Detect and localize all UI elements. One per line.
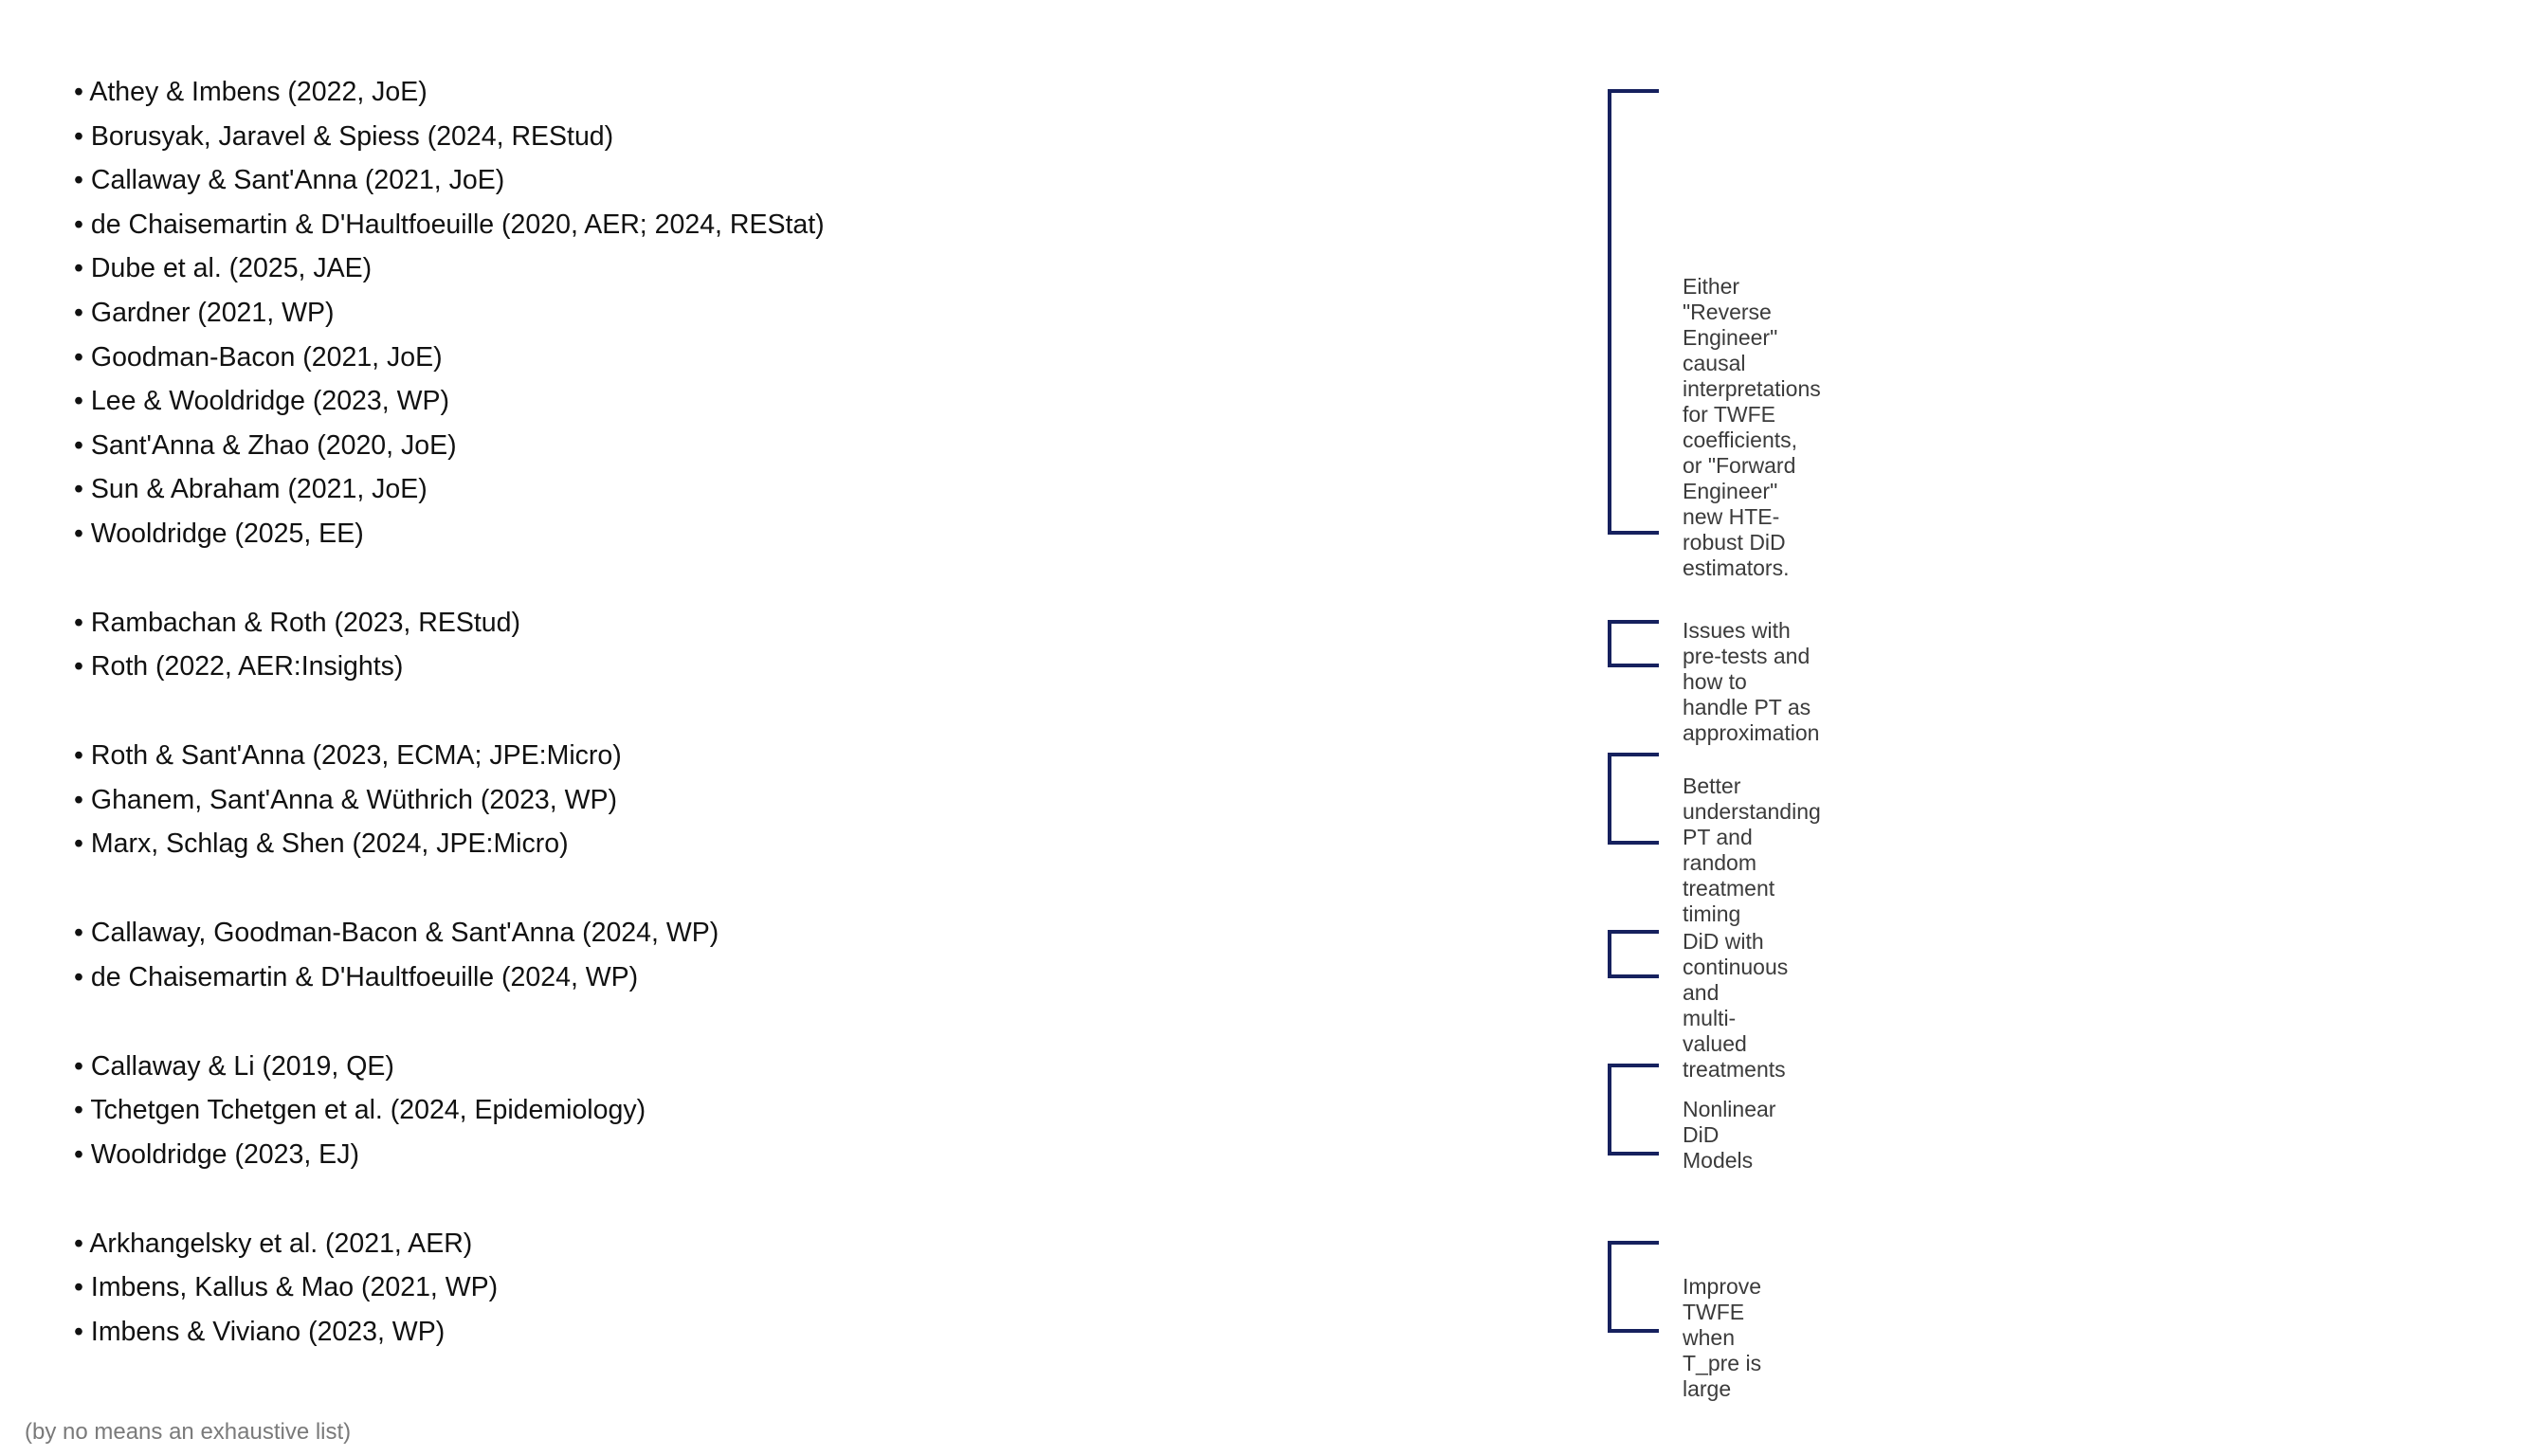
- group-bracket: [1608, 930, 1659, 978]
- reference-item: • Roth & Sant'Anna (2023, ECMA; JPE:Micro): [74, 740, 622, 772]
- group-bracket: [1608, 1064, 1659, 1156]
- reference-item: • de Chaisemartin & D'Haultfoeuille (2024, WP): [74, 961, 639, 992]
- reference-item: • Imbens, Kallus & Mao (2021, WP): [74, 1272, 499, 1303]
- group-annotation: Nonlinear DiD Models: [1683, 1096, 1776, 1173]
- reference-item: • Sun & Abraham (2021, JoE): [74, 474, 428, 505]
- footnote: (by no means an exhaustive list): [25, 1419, 352, 1445]
- group-bracket: [1608, 620, 1659, 668]
- reference-item: • Callaway & Li (2019, QE): [74, 1050, 394, 1082]
- reference-item: • Dube et al. (2025, JAE): [74, 253, 373, 284]
- reference-item: • Tchetgen Tchetgen et al. (2024, Epidemiology): [74, 1095, 646, 1126]
- group-bracket: [1608, 1241, 1659, 1333]
- group-annotation: Improve TWFE when T_pre is large: [1683, 1273, 1762, 1401]
- reference-item: • Imbens & Viviano (2023, WP): [74, 1316, 446, 1347]
- reference-item: • Borusyak, Jaravel & Spiess (2024, REStud): [74, 120, 614, 152]
- group-annotation: Either "Reverse Engineer" causal interpretations for TWFE coefficients, or "Forward Engineer" new HTE-robust DiD estimators.: [1683, 273, 1821, 580]
- reference-item: • Gardner (2021, WP): [74, 298, 335, 328]
- reference-item: • Sant'Anna & Zhao (2020, JoE): [74, 429, 457, 461]
- reference-item: • Callaway, Goodman-Bacon & Sant'Anna (2024, WP): [74, 918, 719, 949]
- group-annotation: Issues with pre-tests and how to handle PT as approximation: [1683, 618, 1820, 746]
- group-bracket: [1608, 753, 1659, 845]
- reference-item: • Roth (2022, AER:Insights): [74, 651, 404, 682]
- reference-item: • Lee & Wooldridge (2023, WP): [74, 386, 449, 417]
- reference-item: • Ghanem, Sant'Anna & Wüthrich (2023, WP): [74, 784, 618, 815]
- reference-item: • Callaway & Sant'Anna (2021, JoE): [74, 165, 505, 196]
- reference-item: • de Chaisemartin & D'Haultfoeuille (2020, AER; 2024, REStat): [74, 209, 825, 240]
- group-annotation: DiD with continuous and multi-valued treatments: [1683, 928, 1789, 1082]
- reference-item: • Arkhangelsky et al. (2021, AER): [74, 1228, 473, 1259]
- group-annotation: Better understanding PT and random treatment timing: [1683, 773, 1821, 926]
- reference-item: • Athey & Imbens (2022, JoE): [74, 77, 428, 107]
- reference-item: • Marx, Schlag & Shen (2024, JPE:Micro): [74, 828, 569, 860]
- reference-item: • Wooldridge (2023, EJ): [74, 1138, 359, 1170]
- reference-item: • Goodman-Bacon (2021, JoE): [74, 341, 443, 373]
- reference-item: • Wooldridge (2025, EE): [74, 519, 364, 549]
- group-bracket: [1608, 89, 1659, 535]
- reference-item: • Rambachan & Roth (2023, REStud): [74, 607, 520, 638]
